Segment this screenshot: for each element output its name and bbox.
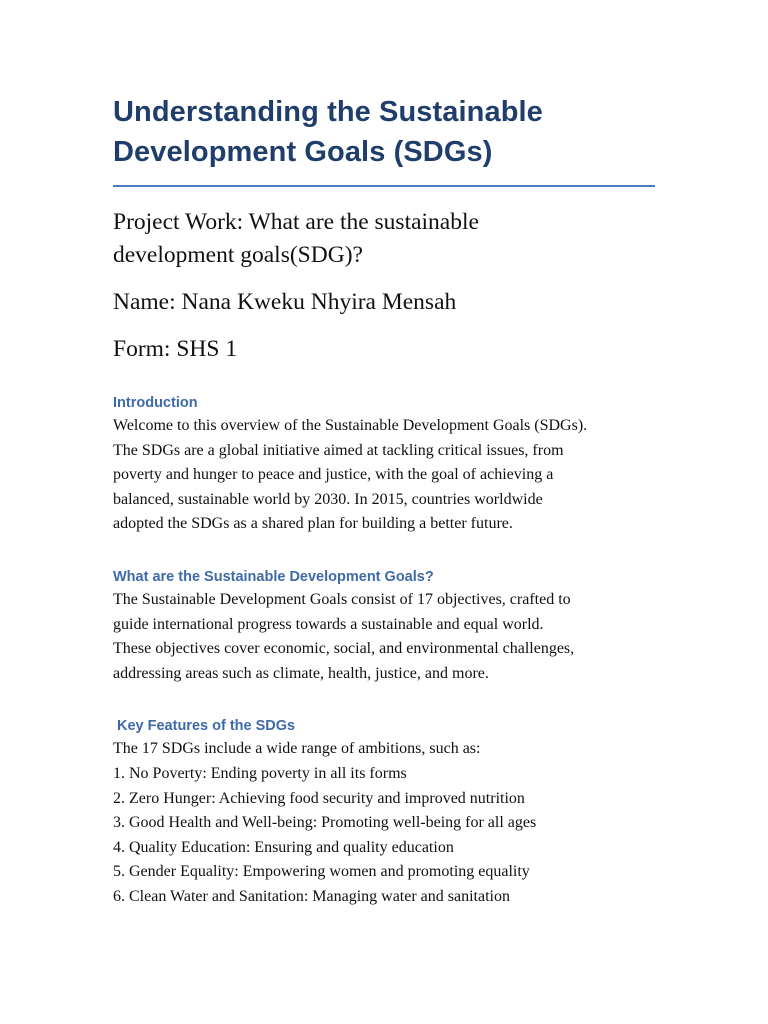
paragraph-line: guide international progress towards a sustainable and equal world. <box>113 615 544 633</box>
list-item: 4. Quality Education: Ensuring and quality education <box>113 838 454 856</box>
list-item: 3. Good Health and Well-being: Promoting well-being for all ages <box>113 814 537 832</box>
what-are-sdgs-section <box>113 566 658 686</box>
title-line: Understanding the Sustainable <box>113 96 543 128</box>
paragraph-line: poverty and hunger to peace and justice, with the goal of achieving a <box>113 466 554 484</box>
project-work-line <box>113 206 658 272</box>
list-item: 1. No Poverty: Ending poverty in all its forms <box>113 764 407 782</box>
introduction-paragraph <box>113 414 658 537</box>
document-title <box>113 92 658 172</box>
paragraph-line: adopted the SDGs as a shared plan for building a better future. <box>113 515 513 533</box>
what-are-sdgs-heading: What are the Sustainable Development Goals? <box>113 568 434 585</box>
title-line: Development Goals (SDGs) <box>113 136 493 168</box>
what-are-sdgs-paragraph <box>113 588 658 686</box>
paragraph-line: Welcome to this overview of the Sustainable Development Goals (SDGs). <box>113 417 588 434</box>
sdg-list <box>113 762 658 910</box>
key-features-heading: Key Features of the SDGs <box>117 718 296 735</box>
list-item: 6. Clean Water and Sanitation: Managing water and sanitation <box>113 887 510 905</box>
document-page <box>113 92 658 910</box>
introduction-section <box>113 392 658 537</box>
list-item: 2. Zero Hunger: Achieving food security and improved nutrition <box>113 789 525 807</box>
paragraph-line: These objectives cover economic, social, and environmental challenges, <box>113 640 575 658</box>
project-line: Project Work: What are the sustainable <box>113 209 479 235</box>
paragraph-line: balanced, sustainable world by 2030. In 2015, countries worldwide <box>113 490 543 508</box>
paragraph-line: The Sustainable Development Goals consist of 17 objectives, crafted to <box>113 590 571 608</box>
paragraph-line: The SDGs are a global initiative aimed at tackling critical issues, from <box>113 441 564 459</box>
student-name: Name: Nana Kweku Nhyira Mensah <box>113 289 457 315</box>
key-features-intro: The 17 SDGs include a wide range of ambitions, such as: <box>113 740 481 758</box>
title-divider <box>113 185 655 187</box>
introduction-heading: Introduction <box>113 395 198 411</box>
project-line: development goals(SDG)? <box>113 242 363 268</box>
student-form: Form: SHS 1 <box>113 336 238 362</box>
key-features-section <box>113 715 658 909</box>
paragraph-line: addressing areas such as climate, health, justice, and more. <box>113 664 489 682</box>
list-item: 5. Gender Equality: Empowering women and promoting equality <box>113 863 530 881</box>
